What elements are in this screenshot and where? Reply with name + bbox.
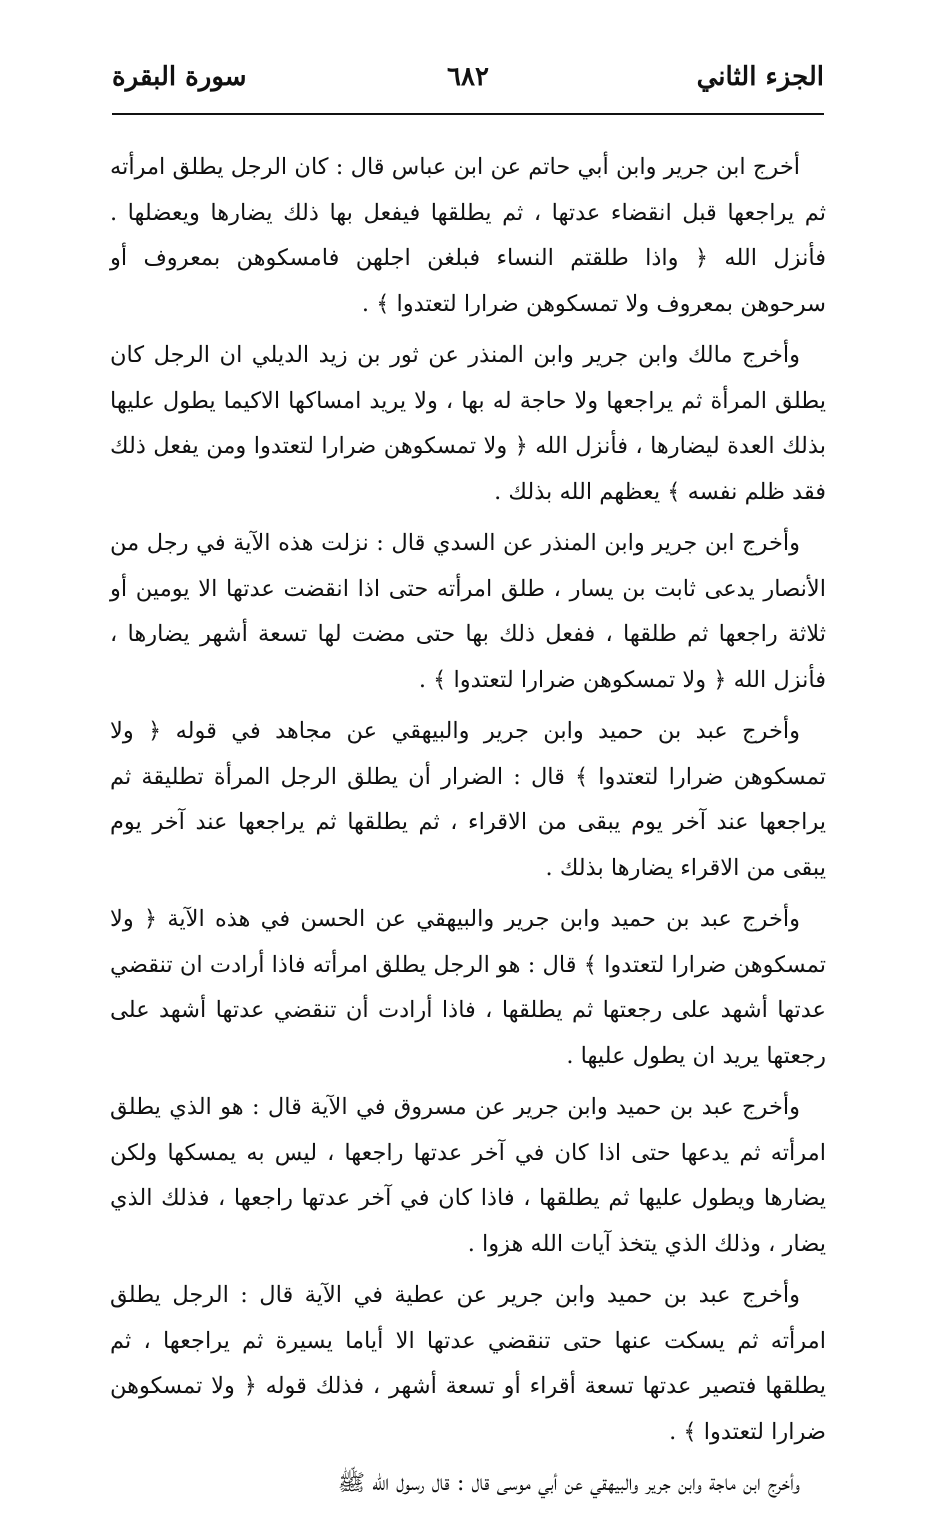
page-header bbox=[112, 58, 824, 104]
paragraph: وأخرج مالك وابن جرير وابن المنذر عن ثور بن زيد الديلي ان الرجل كان يطلق المرأة ثم يراجعها ولا حاجة له بها ، ولا يريد امساكها الاكيما يطول عليها بذلك العدة ليضارها ، فأنزل الله ﴿ ولا تمسكوهن ضرارا لتعتدوا ومن يفعل ذلك فقد ظلم نفسه ﴾ يعظهم الله بذلك . bbox=[110, 342, 826, 505]
surah-title: سورة البقرة bbox=[112, 62, 247, 92]
paragraph: وأخرج ابن جرير وابن المنذر عن السدي قال : نزلت هذه الآية في رجل من الأنصار يدعى ثابت بن يسار ، طلق امرأته حتى اذا انقضت عدتها الا يومين أو ثلاثة راجعها ثم طلقها ، ففعل ذلك بها حتى مضت لها تسعة أشهر يضارها ، فأنزل الله ﴿ ولا تمسكوهن ضرارا لتعتدوا ﴾ . bbox=[110, 530, 826, 693]
part-title: الجزء الثاني bbox=[696, 62, 824, 92]
paragraph: وأخرج ابن ماجة وابن جرير والبيهقي عن أبي موسى قال : قال رسول الله ﷺ bbox=[337, 1470, 800, 1496]
page-number: ٦٨٢ bbox=[447, 62, 489, 92]
paragraph: وأخرج عبد بن حميد وابن جرير عن مسروق في الآية قال : هو الذي يطلق امرأته ثم يدعها حتى اذا كان في آخر عدتها راجعها ، ليس به يمسكها ولكن يضارها ويطول عليها ثم يطلقها ، فاذا كان في آخر عدتها راجعها ، فذلك الذي يضار ، وذلك الذي يتخذ آيات الله هزوا . bbox=[110, 1094, 826, 1257]
paragraph: أخرج ابن جرير وابن أبي حاتم عن ابن عباس قال : كان الرجل يطلق امرأته ثم يراجعها قبل انقضاء عدتها ، ثم يطلقها فيفعل بها ذلك يضارها ويعضلها . فأنزل الله ﴿ واذا طلقتم النساء فبلغن اجلهن فامسكوهن بمعروف أو سرحوهن بمعروف ولا تمسكوهن ضرارا لتعتدوا ﴾ . bbox=[110, 154, 826, 317]
paragraph: وأخرج عبد بن حميد وابن جرير والبيهقي عن الحسن في هذه الآية ﴿ ولا تمسكوهن ضرارا لتعتدوا ﴾ قال : هو الرجل يطلق امرأته فاذا أرادت ان تنقضي عدتها أشهد على رجعتها ثم يطلقها ، فاذا أرادت أن تنقضي عدتها أشهد على رجعتها يريد ان يطول عليها . bbox=[110, 906, 826, 1069]
paragraph: وأخرج عبد بن حميد وابن جرير والبيهقي عن مجاهد في قوله ﴿ ولا تمسكوهن ضرارا لتعتدوا ﴾ قال : الضرار أن يطلق الرجل المرأة تطليقة ثم يراجعها عند آخر يوم يبقى من الاقراء ، ثم يطلقها ثم يراجعها عند آخر يوم يبقى من الاقراء يضارها بذلك . bbox=[110, 718, 826, 881]
paragraph: وأخرج عبد بن حميد وابن جرير عن عطية في الآية قال : الرجل يطلق امرأته ثم يسكت عنها حتى تنقضي عدتها الا أياما يسيرة ثم يراجعها ، ثم يطلقها فتصير عدتها تسعة أقراء أو تسعة أشهر ، فذلك قوله ﴿ ولا تمسكوهن ضرارا لتعتدوا ﴾ . bbox=[110, 1282, 826, 1445]
page-body bbox=[110, 145, 826, 1513]
header-divider bbox=[112, 113, 824, 115]
